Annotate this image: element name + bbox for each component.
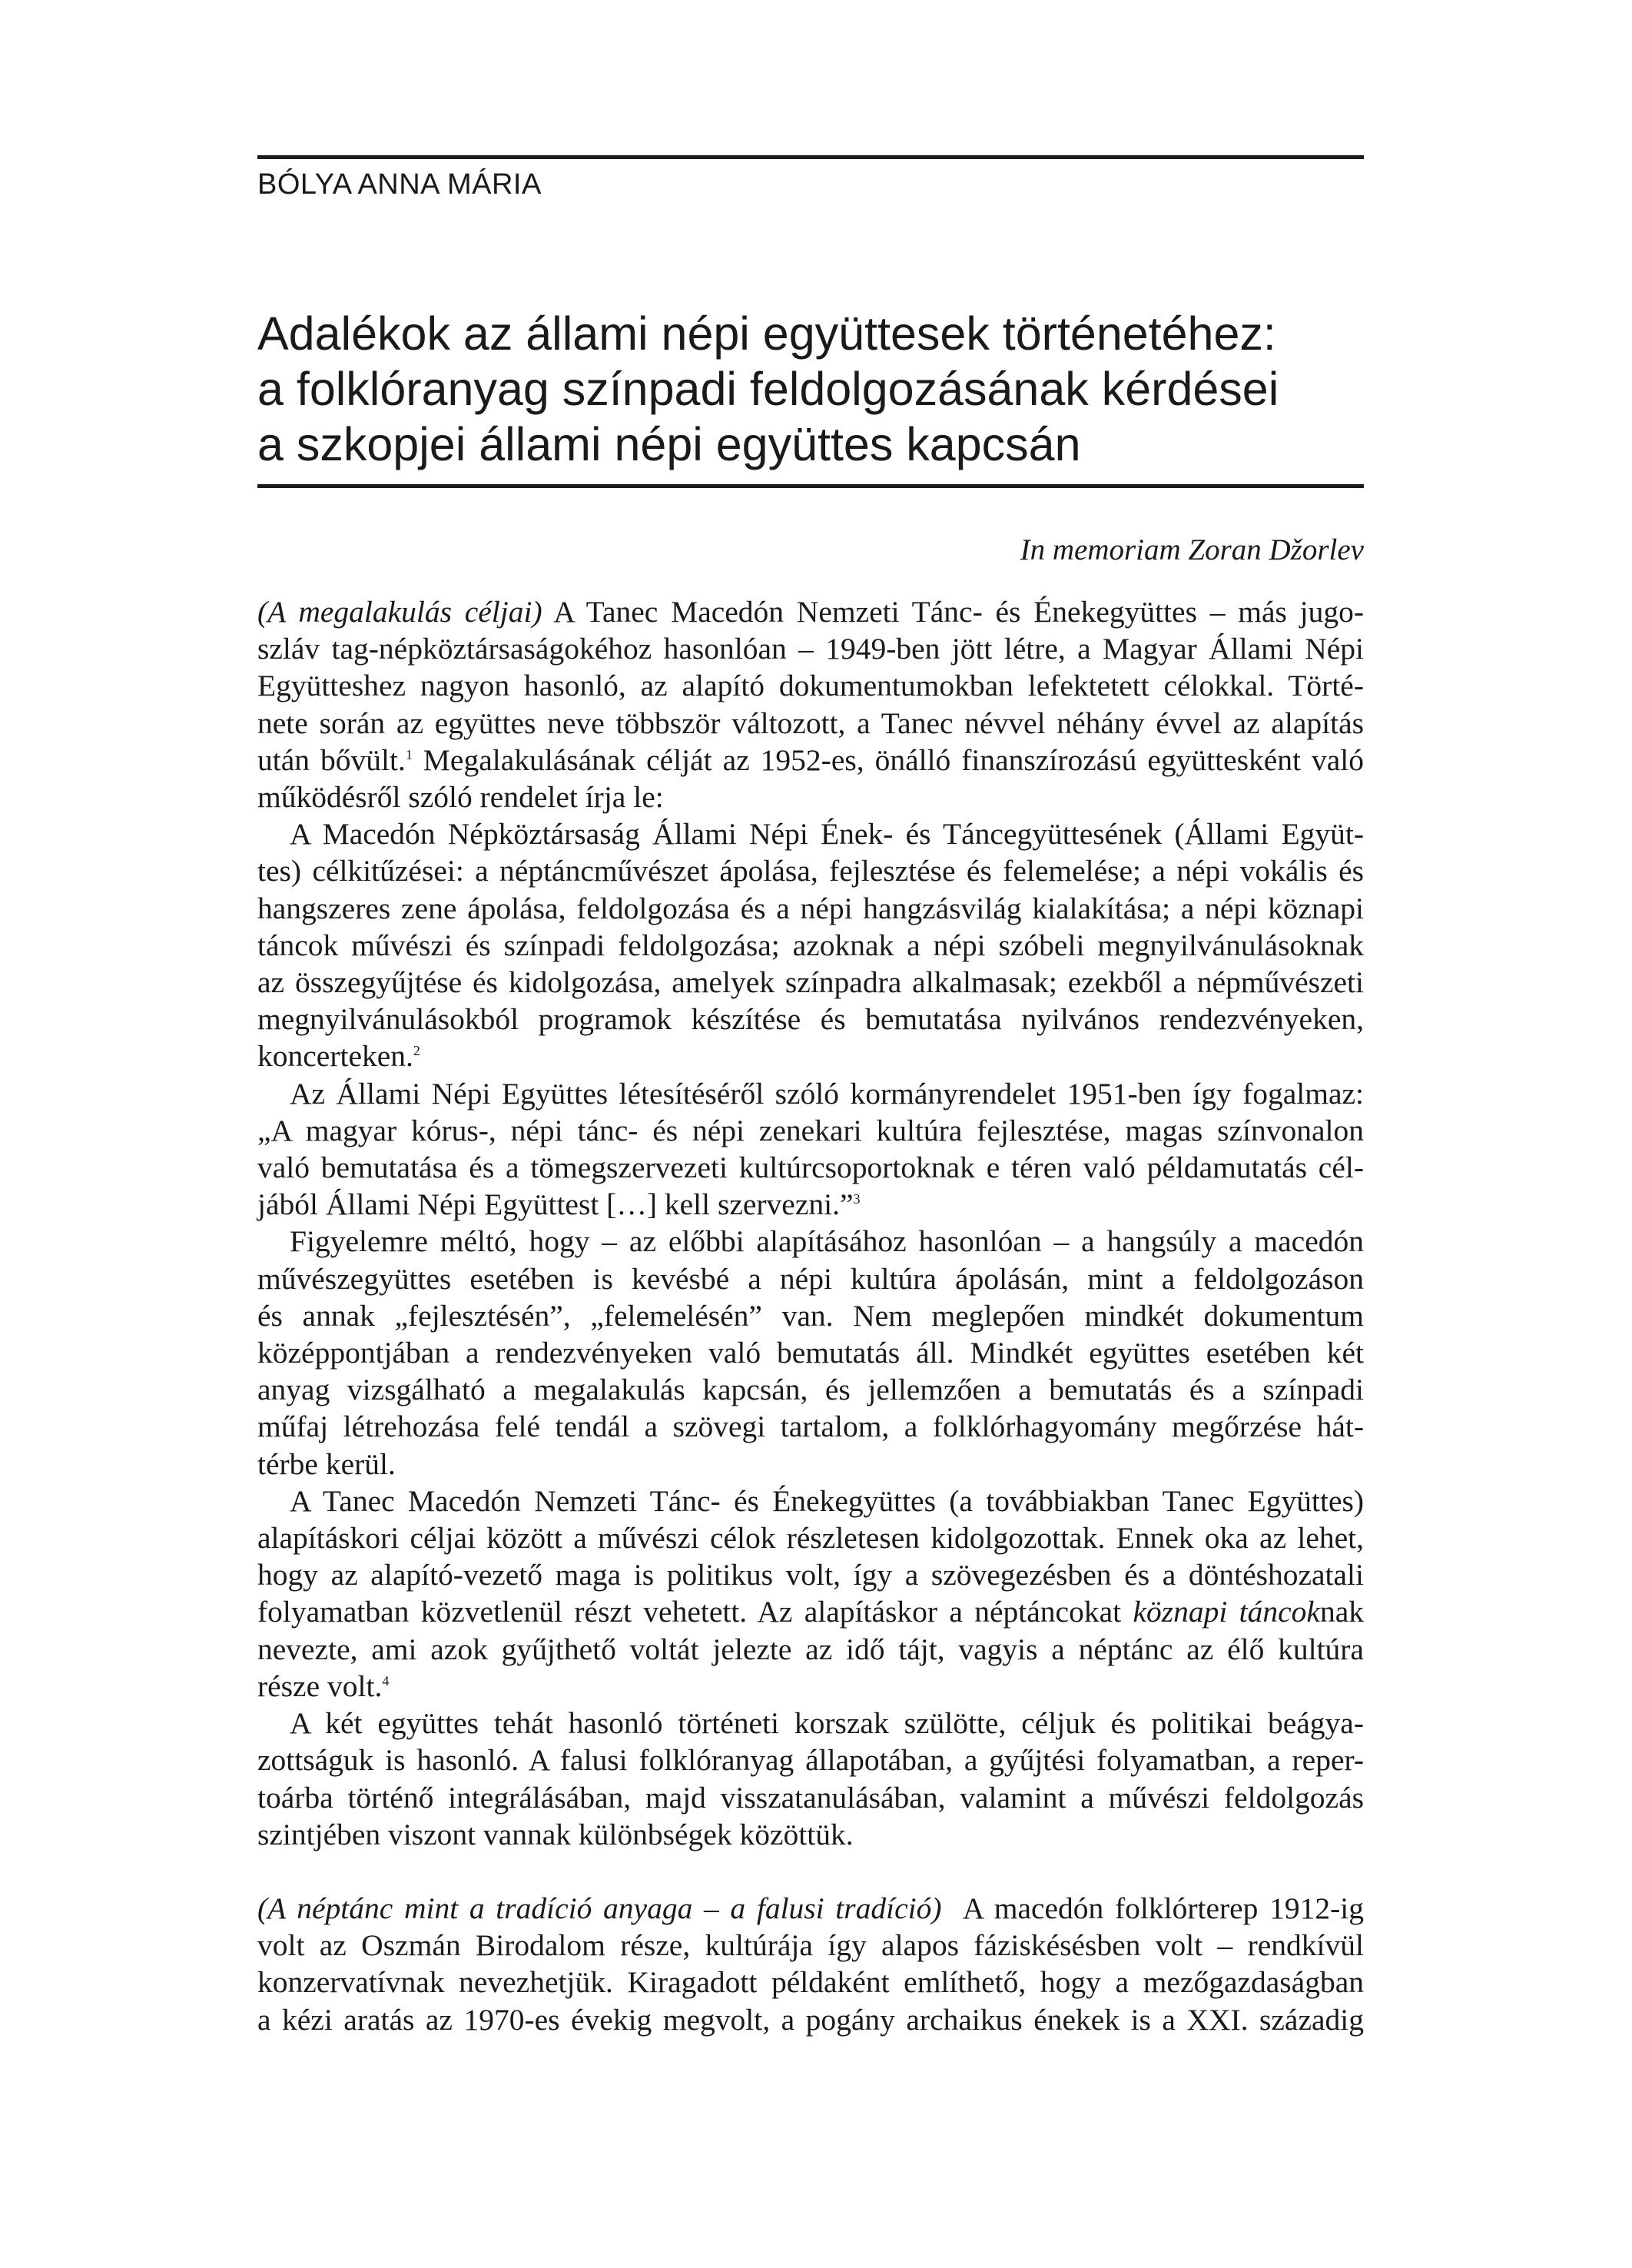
text-line: Együtteshez nagyon hasonló, az alapító dokumentumokban lefektetett célokkal. Törté- [257, 669, 1364, 703]
runin-heading: (A néptánc mint a tradíció anyaga – a falusi tradíció) [257, 1891, 942, 1925]
italic-term: köznapi táncok [1133, 1595, 1320, 1629]
text-line: megnyilvánulásokból programok készítése és bemutatása nyilvános rendezvényeken, [257, 1002, 1364, 1037]
text-line: hangszeres zene ápolása, feldolgozása és a népi hangzásvilág kialakítása; a népi köznapi [257, 891, 1364, 925]
text-line: az összegyűjtése és kidolgozása, amelyek színpadra alkalmasak; ezekből a népművészeti [257, 965, 1364, 1000]
text-line: (A megalakulás céljai) A Tanec Macedón Nemzeti Tánc- és Énekegyüttes – más jugo- [257, 595, 1364, 629]
text-line: A Macedón Népköztársaság Állami Népi Ének- és Táncegyüttesének (Állami Együt- [290, 817, 1364, 852]
text-line: nevezte, ami azok gyűjthető voltát jelezte az idő tájt, vagyis a néptánc az élő kultúra [257, 1632, 1364, 1666]
paragraph [257, 1890, 1364, 2038]
paragraph [257, 1075, 1364, 1224]
footnote-ref[interactable]: 3 [853, 1191, 861, 1207]
dedication: In memoriam Zoran Džorlev [1020, 533, 1364, 566]
text-line: való bemutatása és a tömegszervezeti kultúrcsoportoknak e téren való példamutatás cél- [257, 1151, 1364, 1185]
paragraph [257, 815, 1364, 1074]
text-line: folyamatban közvetlenül részt vehetett. Az alapításkor a néptáncokat köznapi táncoknak [257, 1595, 1364, 1629]
text-line: nete során az együttes neve többször változott, a Tanec névvel néhány évvel az alapítás [257, 706, 1364, 740]
text-line: Figyelemre méltó, hogy – az előbbi alapításához hasonlóan – a hangsúly a macedón [290, 1224, 1364, 1259]
author-name: BÓLYA ANNA MÁRIA [257, 168, 542, 201]
text-line: (A néptánc mint a tradíció anyaga – a falusi tradíció) A macedón folklórterep 1912-ig [257, 1891, 1364, 1925]
text-line: A Tanec Macedón Nemzeti Tánc- és Énekegyüttes (a továbbiakban Tanec Együttes) [290, 1483, 1364, 1518]
footnote-ref[interactable]: 2 [413, 1043, 420, 1059]
text-line: zottságuk is hasonló. A falusi folklóranyag állapotában, a gyűjtési folyamatban, a reper- [257, 1743, 1364, 1778]
text-line: után bővült.$^1$ Megalakulásának célját az 1952-es, önálló finanszírozású együttesként való [257, 742, 1364, 777]
footnote-ref[interactable]: 1 [405, 746, 413, 762]
text-line: koncerteken.$^2$ [257, 1039, 420, 1074]
text-line: része volt.$^4$ [257, 1669, 390, 1703]
title-line: Adalékok az állami népi együttesek történetéhez: [257, 307, 1276, 360]
title-line: a folklóranyag színpadi feldolgozásának kérdései [257, 363, 1279, 415]
header-rule [257, 155, 1364, 159]
text-line: toárba történő integrálásában, majd visszatanulásában, valamint a művészi feldolgozás [257, 1780, 1364, 1815]
text-line: anyag vizsgálható a megalakulás kapcsán, és jellemzően a bemutatás és a színpadi [257, 1373, 1364, 1407]
text-line: táncok művészi és színpadi feldolgozása; azoknak a népi szóbeli megnyilvánulásoknak [257, 928, 1364, 962]
footnote-ref[interactable]: 4 [382, 1672, 390, 1689]
text-line: középpontjában a rendezvényeken való bemutatás áll. Mindkét együttes esetében két [257, 1336, 1364, 1370]
text-line: A két együttes tehát hasonló történeti korszak szülötte, céljuk és politikai beágya- [290, 1706, 1364, 1741]
runin-heading: (A megalakulás céljai) [257, 595, 542, 629]
text-line: Az Állami Népi Együttes létesítéséről szóló kormányrendelet 1951-ben így fogalmaz: [290, 1076, 1364, 1111]
article-body [257, 593, 1364, 2038]
text-line: és annak „fejlesztésén”, „felemelésén” van. Nem meglepően mindkét dokumentum [257, 1298, 1364, 1333]
text-line: szláv tag-népköztársaságokéhoz hasonlóan – 1949-ben jött létre, a Magyar Állami Népi [257, 632, 1364, 666]
article-title [257, 306, 1364, 472]
text-line: konzervatívnak nevezhetjük. Kiragadott példaként említhető, hogy a mezőgazdaságban [257, 1965, 1364, 2000]
text-line: szintjében viszont vannak különbségek közöttük. [257, 1817, 854, 1851]
text-line: térbe kerül. [257, 1446, 396, 1481]
text-line: működésről szóló rendelet írja le: [257, 780, 664, 815]
paragraph [257, 1705, 1364, 1853]
text-line: volt az Oszmán Birodalom része, kultúrája így alapos fáziskésésben volt – rendkívül [257, 1928, 1364, 1963]
paragraph [257, 593, 1364, 815]
text-line: tes) célkitűzései: a néptáncművészet ápolása, fejlesztése és felemelése; a népi vokális és [257, 854, 1364, 888]
text-line: „A magyar kórus-, népi tánc- és népi zenekari kultúra fejlesztése, magas színvonalon [257, 1113, 1364, 1147]
title-rule [257, 484, 1364, 488]
text-line: alapításkori céljai között a művészi célok részletesen kidolgozottak. Ennek oka az lehet, [257, 1521, 1364, 1556]
title-line: a szkopjei állami népi együttes kapcsán [257, 418, 1081, 470]
text-line: a kézi aratás az 1970-es évekig megvolt, a pogány archaikus énekek is a XXI. századig [257, 2002, 1364, 2037]
text-line: művészegyüttes esetében is kevésbé a népi kultúra ápolásán, mint a feldolgozáson [257, 1261, 1364, 1296]
text-line: jából Állami Népi Együttest […] kell szervezni.”$^3$ [257, 1187, 861, 1222]
paragraph [257, 1223, 1364, 1482]
text-line: hogy az alapító-vezető maga is politikus volt, így a szövegezésben és a döntéshozatali [257, 1558, 1364, 1592]
paragraph [257, 1483, 1364, 1705]
text-line: műfaj létrehozása felé tendál a szövegi tartalom, a folklórhagyomány megőrzése hát- [257, 1410, 1364, 1444]
